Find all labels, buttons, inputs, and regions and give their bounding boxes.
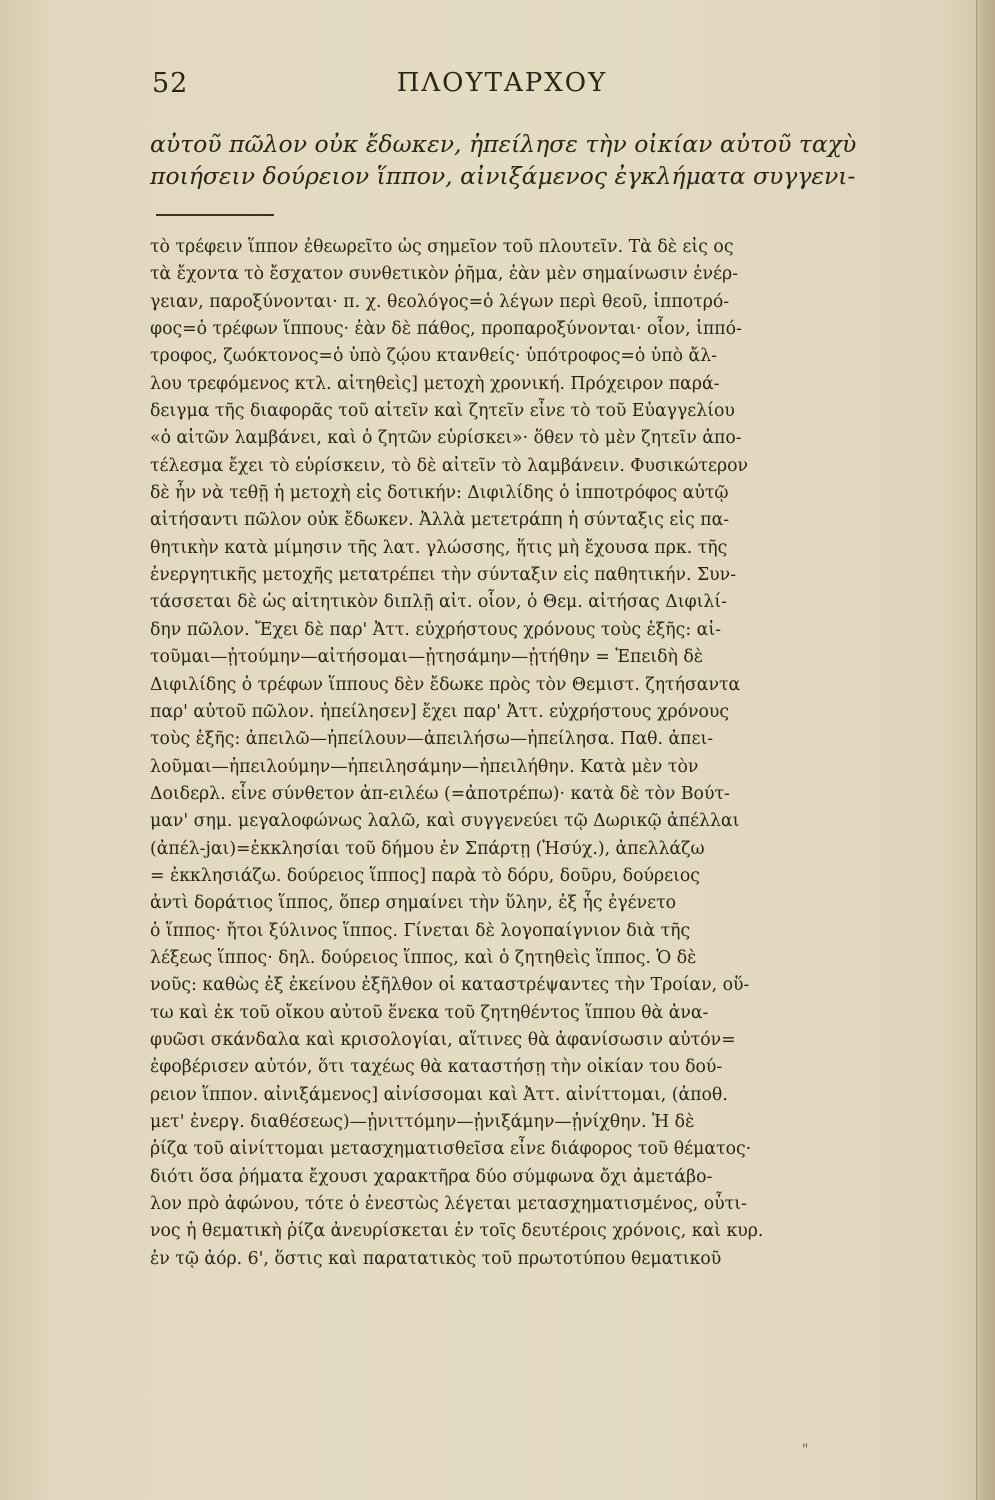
note-line: λου τρεφόμενος κτλ. αἰτηθεὶς] μετοχὴ χρονική. Πρόχειρον παρά- — [150, 373, 720, 394]
note-line: Διφιλίδης ὁ τρέφων ἵππους δὲν ἔδωκε πρὸς τὸν Θεμιστ. ζητήσαντα — [150, 674, 741, 695]
note-line: (ἀπέλ-jαι)=ἐκκλησίαι τοῦ δήμου ἐν Σπάρτῃ (Ἡσύχ.), ἀπελλάζω — [150, 838, 705, 859]
note-line: τὰ ἔχοντα τὸ ἔσχατον συνθετικὸν ῥῆμα, ἐὰν μὲν σημαίνωσιν ἐνέρ- — [150, 264, 739, 285]
note-line: ῥίζα τοῦ αἰνίττομαι μετασχηματισθεῖσα εἶνε διάφορος τοῦ θέματος· — [150, 1139, 752, 1160]
note-line: φυῶσι σκάνδαλα καὶ κρισολογίαι, αἵτινες θὰ ἀφανίσωσιν αὐτόν= — [150, 1029, 736, 1050]
note-line: φος=ὁ τρέφων ἵππους· ἐὰν δὲ πάθος, προπαροξύνονται· οἷον, ἱππό- — [150, 319, 742, 340]
note-line: θητικὴν κατὰ μίμησιν τῆς λατ. γλώσσης, ἥτις μὴ ἔχουσα πρκ. τῆς — [150, 537, 728, 558]
note-line: μαν' σημ. μεγαλοφώνως λαλῶ, καὶ συγγενεύει τῷ Δωρικῷ ἀπέλλαι — [150, 811, 740, 832]
note-line: ὁ ἵππος· ἤτοι ξύλινος ἵππος. Γίνεται δὲ λογοπαίγνιον διὰ τῆς — [150, 920, 691, 941]
note-line: λέξεως ἵππος· δηλ. δούρειος ἵππος, καὶ ὁ ζητηθεὶς ἵππος. Ὁ δὲ — [150, 947, 697, 968]
note-line: διότι ὅσα ῥήματα ἔχουσι χαρακτῆρα δύο σύμφωνα ὄχι ἀμετάβο- — [150, 1166, 713, 1187]
note-line: «ὁ αἰτῶν λαμβάνει, καὶ ὁ ζητῶν εὑρίσκει»· ὅθεν τὸ μὲν ζητεῖν ἀπο- — [150, 428, 742, 449]
main-text — [150, 128, 870, 192]
footnote-rule — [156, 214, 274, 216]
running-title: ΠΛΟΥΤΑΡΧΟΥ — [396, 68, 608, 98]
note-line: αἰτήσαντι πῶλον οὐκ ἔδωκεν. Ἀλλὰ μετετράπη ἡ σύνταξις εἰς πα- — [150, 510, 730, 531]
page-header — [152, 68, 852, 108]
note-line: τάσσεται δὲ ὡς αἰτητικὸν διπλῇ αἰτ. οἷον, ὁ Θεμ. αἰτήσας Διφιλί- — [150, 592, 727, 613]
note-line: λον πρὸ ἀφώνου, τότε ὁ ἐνεστὼς λέγεται μετασχηματισμένος, οὗτι- — [150, 1194, 747, 1215]
note-line: γειαν, παροξύνονται· π. χ. θεολόγος=ὁ λέγων περὶ θεοῦ, ἱπποτρό- — [150, 291, 730, 312]
page-edge — [976, 0, 995, 1500]
note-line: ἀντὶ δοράτιος ἵππος, ὅπερ σημαίνει τὴν ὕλην, ἐξ ἧς ἐγένετο — [150, 893, 677, 914]
note-line: ἐνεργητικῆς μετοχῆς μετατρέπει τὴν σύνταξιν εἰς παθητικήν. Συν- — [150, 565, 737, 586]
main-text-line: ποιήσειν δούρειον ἵππον, αἰνιξάμενος ἐγκλήματα συγγενι- — [150, 162, 856, 190]
note-line: = ἐκκλησιάζω. δούρειος ἵππος] παρὰ τὸ δόρυ, δοῦρυ, δούρειος — [150, 865, 700, 886]
page-number: 52 — [152, 68, 189, 99]
note-line: δην πῶλον. Ἔχει δὲ παρ' Ἀττ. εὐχρήστους χρόνους τοὺς ἑξῆς: αἰ- — [150, 619, 721, 640]
note-line: μετ' ἐνεργ. διαθέσεως)—ᾐνιττόμην—ᾐνιξάμην—ᾐνίχθην. Ἡ δὲ — [150, 1112, 695, 1132]
printer-mark: " — [802, 1442, 809, 1458]
note-line: τοὺς ἑξῆς: ἀπειλῶ—ἠπείλουν—ἀπειλήσω—ἠπείλησα. Παθ. ἀπει- — [150, 729, 714, 750]
note-line: ἐφοβέρισεν αὐτόν, ὅτι ταχέως θὰ καταστήσῃ τὴν οἰκίαν του δού- — [150, 1057, 723, 1078]
note-line: δὲ ἦν νὰ τεθῇ ἡ μετοχὴ εἰς δοτικήν: Διφιλίδης ὁ ἱπποτρόφος αὐτῷ — [150, 483, 729, 504]
note-line: τέλεσμα ἔχει τὸ εὑρίσκειν, τὸ δὲ αἰτεῖν τὸ λαμβάνειν. Φυσικώτερον — [150, 455, 749, 476]
note-line: τοῦμαι—ᾐτούμην—αἰτήσομαι—ᾐτησάμην—ᾐτήθην = Ἐπειδὴ δὲ — [150, 647, 703, 668]
note-line: τὸ τρέφειν ἵππον ἐθεωρεῖτο ὡς σημεῖον τοῦ πλουτεῖν. Τὰ δὲ εἰς ος — [150, 237, 734, 257]
note-line: τω καὶ ἐκ τοῦ οἴκου αὐτοῦ ἕνεκα τοῦ ζητηθέντος ἵππου θὰ ἀνα- — [150, 1002, 709, 1023]
note-line: δειγμα τῆς διαφορᾶς τοῦ αἰτεῖν καὶ ζητεῖν εἶνε τὸ τοῦ Εὐαγγελίου — [150, 401, 735, 422]
note-line: νοῦς: καθὼς ἐξ ἐκείνου ἐξῆλθον οἱ καταστρέψαντες τὴν Τροίαν, οὕ- — [150, 975, 750, 996]
note-line: παρ' αὐτοῦ πῶλον. ἠπείλησεν] ἔχει παρ' Ἀττ. εὐχρήστους χρόνους — [150, 701, 730, 722]
main-text-line: αὐτοῦ πῶλον οὐκ ἔδωκεν, ἠπείλησε τὴν οἰκίαν αὐτοῦ ταχὺ — [150, 130, 857, 158]
note-line: τροφος, ζωόκτονος=ὁ ὑπὸ ζῴου κτανθείς· ὑπότροφος=ὁ ὑπὸ ἄλ- — [150, 346, 718, 367]
note-line: ἐν τῷ ἀόρ. 6', ὅστις καὶ παρατατικὸς τοῦ πρωτοτύπου θεματικοῦ — [150, 1248, 722, 1269]
commentary-notes — [150, 234, 872, 1273]
note-line: λοῦμαι—ἠπειλούμην—ἠπειλησάμην—ἠπειλήθην. Κατὰ μὲν τὸν — [150, 756, 699, 777]
note-line: Δοιδερλ. εἶνε σύνθετον ἀπ-ειλέω (=ἀποτρέπω)· κατὰ δὲ τὸν Βούτ- — [150, 783, 730, 804]
note-line: νος ἡ θεματικὴ ῥίζα ἀνευρίσκεται ἐν τοῖς δευτέροις χρόνοις, καὶ κυρ. — [150, 1221, 764, 1242]
note-line: ρειον ἵππον. αἰνιξάμενος] αἰνίσσομαι καὶ Ἀττ. αἰνίττομαι, (ἀποθ. — [150, 1084, 728, 1105]
